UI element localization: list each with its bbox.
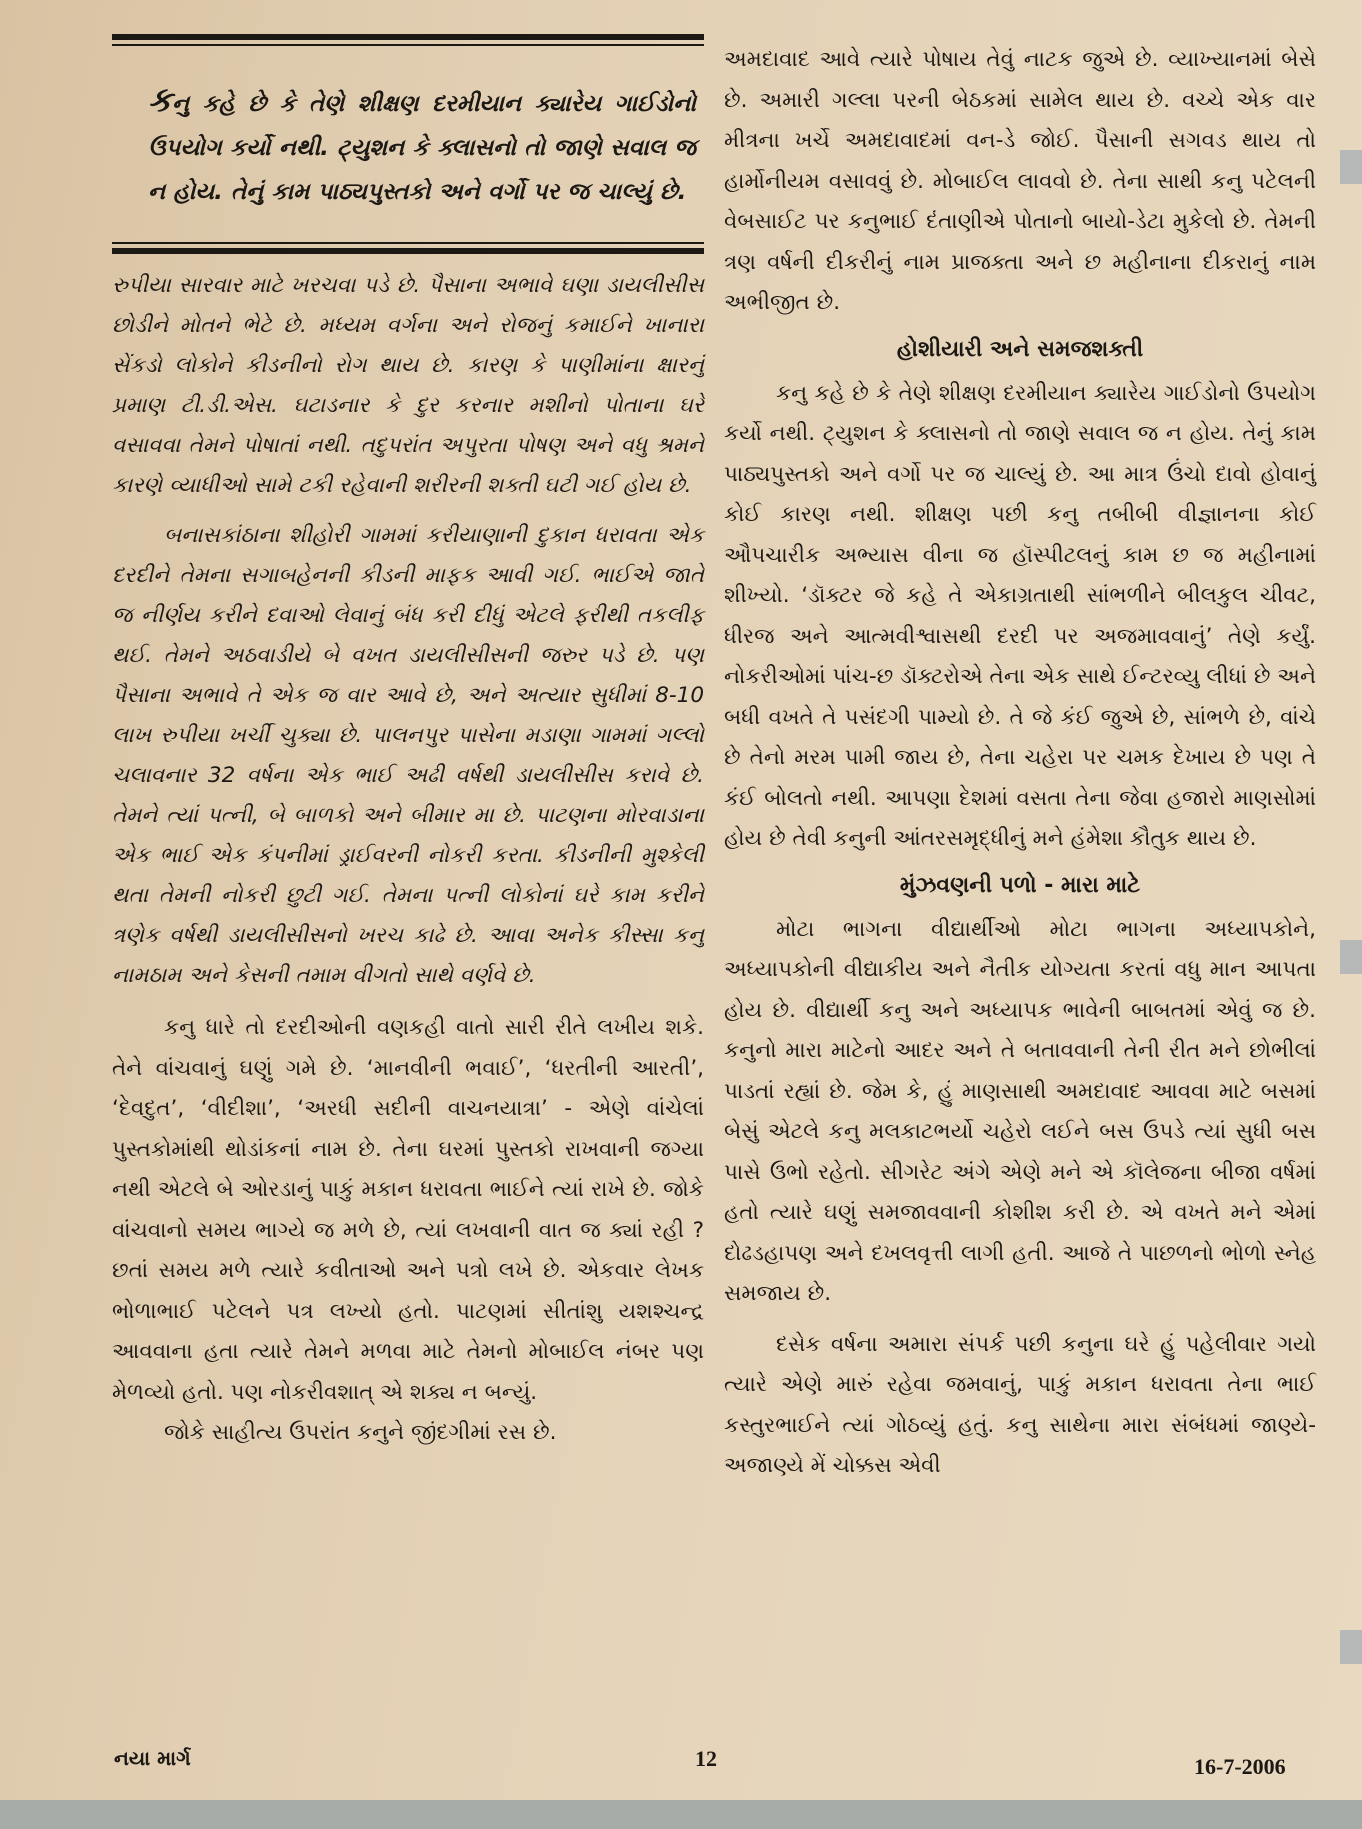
pull-quote-bottom-rule xyxy=(112,242,704,254)
issue-date: 16-7-2006 xyxy=(1194,1754,1286,1779)
page-footer xyxy=(0,1746,1362,1786)
left-paragraph-3: કનુ ધારે તો દરદીઓની વણકહી વાતો સારી રીતે લખીય શકે. તેને વાંચવાનું ઘણું ગમે છે. ‘માનવીની ભવાઈ’, ‘ધરતીની આરતી’, ‘દેવદુત’, ‘વીદીશા’, ‘અરધી સદીની વાચનયાત્રા’ - એણે વાંચેલાં પુસ્તકોમાંથી થોડાંકનાં નામ છે. તેના ઘરમાં પુસ્તકો રાખવાની જગ્યા નથી એટલે બે ઓરડાનું પાકું મકાન ધરાવતા ભાઈને ત્યાં રાખે છે. જોકે વાંચવાનો સમય ભાગ્યે જ મળે છે, ત્યાં લખવાની વાત જ ક્યાં રહી ? છતાં સમય મળે ત્યારે કવીતાઓ અને પત્રો લખે છે. એકવાર લેખક ભોળાભાઈ પટેલને પત્ર લખ્યો હતો. પાટણમાં સીતાંશુ યશશ્ચન્દ્ર આવવાના હતા ત્યારે તેમને મળવા માટે તેમનો મોબાઈલ નંબર પણ મેળવ્યો હતો. પણ નોકરીવશાત્ એ શક્ય ન બન્યું. xyxy=(112,1015,704,1405)
scanner-bed-edge xyxy=(0,1800,1362,1829)
pull-quote xyxy=(112,46,704,242)
section-heading-1: હોશીયારી અને સમજશક્તી xyxy=(896,336,1144,362)
right-paragraph-4: દસેક વર્ષના અમારા સંપર્ક પછી કનુના ઘરે હું પહેલીવાર ગયો ત્યારે એણે મારું રહેવા જમવાનું, પાકું મકાન ધરાવતા તેના ભાઈ કસ્તુરભાઈને ત્યાં ગોઠવ્યું હતું. કનુ સાથેના મારા સંબંધમાં જાણ્યે-અજાણ્યે મેં ચોક્કસ એવી xyxy=(724,1331,1316,1478)
left-paragraph-1: રુપીયા સારવાર માટે ખરચવા પડે છે. પૈસાના અભાવે ઘણા ડાયલીસીસ છોડીને મોતને ભેટે છે. મધ્યમ વર્ગના અને રોજનું કમાઈને ખાનારા સેંકડો લોકોને કીડનીનો રોગ થાય છે. કારણ કે પાણીમાંના ક્ષારનું પ્રમાણ ટી.ડી.એસ. ઘટાડનાર કે દુર કરનાર મશીનો પોતાના ઘરે વસાવવા તેમને પોષાતાં નથી. તદુપરાંત અપુરતા પોષણ અને વધુ શ્રમને કારણે વ્યાધીઓ સામે ટકી રહેવાની શરીરની શક્તી ઘટી ગઈ હોય છે. xyxy=(112,273,704,498)
publication-name: નયા માર્ગ xyxy=(114,1746,191,1770)
left-paragraph-2: બનાસકાંઠાના શીહોરી ગામમાં કરીયાણાની દુકાન ધરાવતા એક દરદીને તેમના સગાબહેનની કીડની માફક આવી ગઈ. ભાઈએ જાતે જ નીર્ણય કરીને દવાઓ લેવાનું બંધ કરી દીધું એટલે ફરીથી તકલીફ થઈ. તેમને અઠવાડીયે બે વખત ડાયલીસીસની જરુર પડે છે. પણ પૈસાના અભાવે તે એક જ વાર આવે છે, અને અત્યાર સુધીમાં 8-10 લાખ રુપીયા ખર્ચી ચુક્યા છે. પાલનપુર પાસેના મડાણા ગામમાં ગલ્લો ચલાવનાર 32 વર્ષના એક ભાઈ અઢી વર્ષથી ડાયલીસીસ કરાવે છે. તેમને ત્યાં પત્ની, બે બાળકો અને બીમાર મા છે. પાટણના મોરવાડાના એક ભાઈ એક કંપનીમાં ડ્રાઈવરની નોકરી કરતા. કીડનીની મુશ્કેલી થતા તેમની નોકરી છુટી ગઈ. તેમના પત્ની લોકોનાં ઘરે કામ કરીને ત્રણેક વર્ષથી ડાયલીસીસનો ખરચ કાઢે છે. આવા અનેક કીસ્સા કનુ નામઠામ અને કેસની તમામ વીગતો સાથે વર્ણવે છે. xyxy=(112,523,704,988)
left-body-regular xyxy=(112,1008,704,1454)
punch-hole-middle xyxy=(1340,940,1362,974)
right-column xyxy=(724,40,1316,1487)
left-column xyxy=(112,34,704,1454)
right-paragraph-1: અમદાવાદ આવે ત્યારે પોષાય તેવું નાટક જુએ છે. વ્યાખ્યાનમાં બેસે છે. અમારી ગલ્લા પરની બેઠકમાં સામેલ થાય છે. વચ્ચે એક વાર મીત્રના ખર્ચે અમદાવાદમાં વન-ડે જોઈ. પૈસાની સગવડ થાય તો હાર્મોનીયમ વસાવવું છે. મોબાઈલ લાવવો છે. તેના સાથી કનુ પટેલની વેબસાઈટ પર કનુભાઈ દંતાણીએ પોતાનો બાયો-ડેટા મુકેલો છે. તેમની ત્રણ વર્ષની દીકરીનું નામ પ્રાજક્તા અને છ મહીનાના દીકરાનું નામ અભીજીત છે. xyxy=(724,47,1316,315)
page-number: 12 xyxy=(695,1746,717,1771)
pull-quote-text: નુ કહે છે કે તેણે શીક્ષણ દરમીયાન ક્યારેય ગાઈડોનો ઉપયોગ કર્યો નથી. ટ્યુશન કે ક્લાસનો તો જાણે સવાલ જ ન હોય. તેનું કામ પાઠ્યપુસ્તકો અને વર્ગો પર જ ચાલ્યું છે. xyxy=(148,91,696,205)
punch-hole-top xyxy=(1340,150,1362,184)
pull-quote-top-rule xyxy=(112,34,704,46)
right-paragraph-3: મોટા ભાગના વીદ્યાર્થીઓ મોટા ભાગના અધ્યાપકોને, અધ્યાપકોની વીદ્યાકીય અને નૈતીક યોગ્યતા કરતાં વધુ માન આપતા હોય છે. વીદ્યાર્થી કનુ અને અધ્યાપક ભાવેની બાબતમાં એવું જ છે. કનુનો મારા માટેનો આદર અને તે બતાવવાની તેની રીત મને છોભીલાં પાડતાં રહ્યાં છે. જેમ કે, હું માણસાથી અમદાવાદ આવવા માટે બસમાં બેસું એટલે કનુ મલકાટભર્યો ચહેરો લઈને બસ ઉપડે ત્યાં સુધી બસ પાસે ઉભો રહેતો. સીગરેટ અંગે એણે મને એ કૉલેજના બીજા વર્ષમાં હતો ત્યારે ઘણું સમજાવવાની કોશીશ કરી છે. એ વખતે મને એમાં દોઢડહાપણ અને દખલવૃત્તી લાગી હતી. આજે તે પાછળનો ભોળો સ્નેહ સમજાય છે. xyxy=(724,916,1316,1306)
section-heading-2: મુંઝવણની પળો - મારા માટે xyxy=(899,872,1141,898)
right-paragraph-2: કનુ કહે છે કે તેણે શીક્ષણ દરમીયાન ક્યારેય ગાઈડોનો ઉપયોગ કર્યો નથી. ટ્યુશન કે ક્લાસનો તો જાણે સવાલ જ ન હોય. તેનું કામ પાઠ્યપુસ્તકો અને વર્ગો પર જ ચાલ્યું છે. આ માત્ર ઉંચો દાવો હોવાનું કોઈ કારણ નથી. શીક્ષણ પછી કનુ તબીબી વીજ્ઞાનના કોઈ ઔપચારીક અભ્યાસ વીના જ હૉસ્પીટલનું કામ છ જ મહીનામાં શીખ્યો. ‘ડૉક્ટર જે કહે તે એકાગ્રતાથી સાંભળીને બીલકુલ ચીવટ, ધીરજ અને આત્મવીશ્વાસથી દરદી પર અજમાવવાનું’ તેણે કર્યું. નોકરીઓમાં પાંચ-છ ડૉક્ટરોએ તેના એક સાથે ઈન્ટરવ્યુ લીધાં છે અને બધી વખતે તે પસંદગી પામ્યો છે. તે જે કંઈ જુએ છે, સાંભળે છે, વાંચે છે તેનો મરમ પામી જાય છે, તેના ચહેરા પર ચમક દેખાય છે પણ તે કંઈ બોલતો નથી. આપણા દેશમાં વસતા તેના જેવા હજારો માણસોમાં હોય છે તેવી કનુની આંતરસમૃદ્ધીનું મને હંમેશા કૌતુક થાય છે. xyxy=(724,380,1316,851)
punch-hole-bottom xyxy=(1340,1630,1362,1664)
left-paragraph-4: જોકે સાહીત્ય ઉપરાંત કનુને જીંદગીમાં રસ છે. xyxy=(164,1420,557,1445)
left-body xyxy=(112,266,704,996)
pull-quote-drop-letter: ક xyxy=(148,80,173,120)
